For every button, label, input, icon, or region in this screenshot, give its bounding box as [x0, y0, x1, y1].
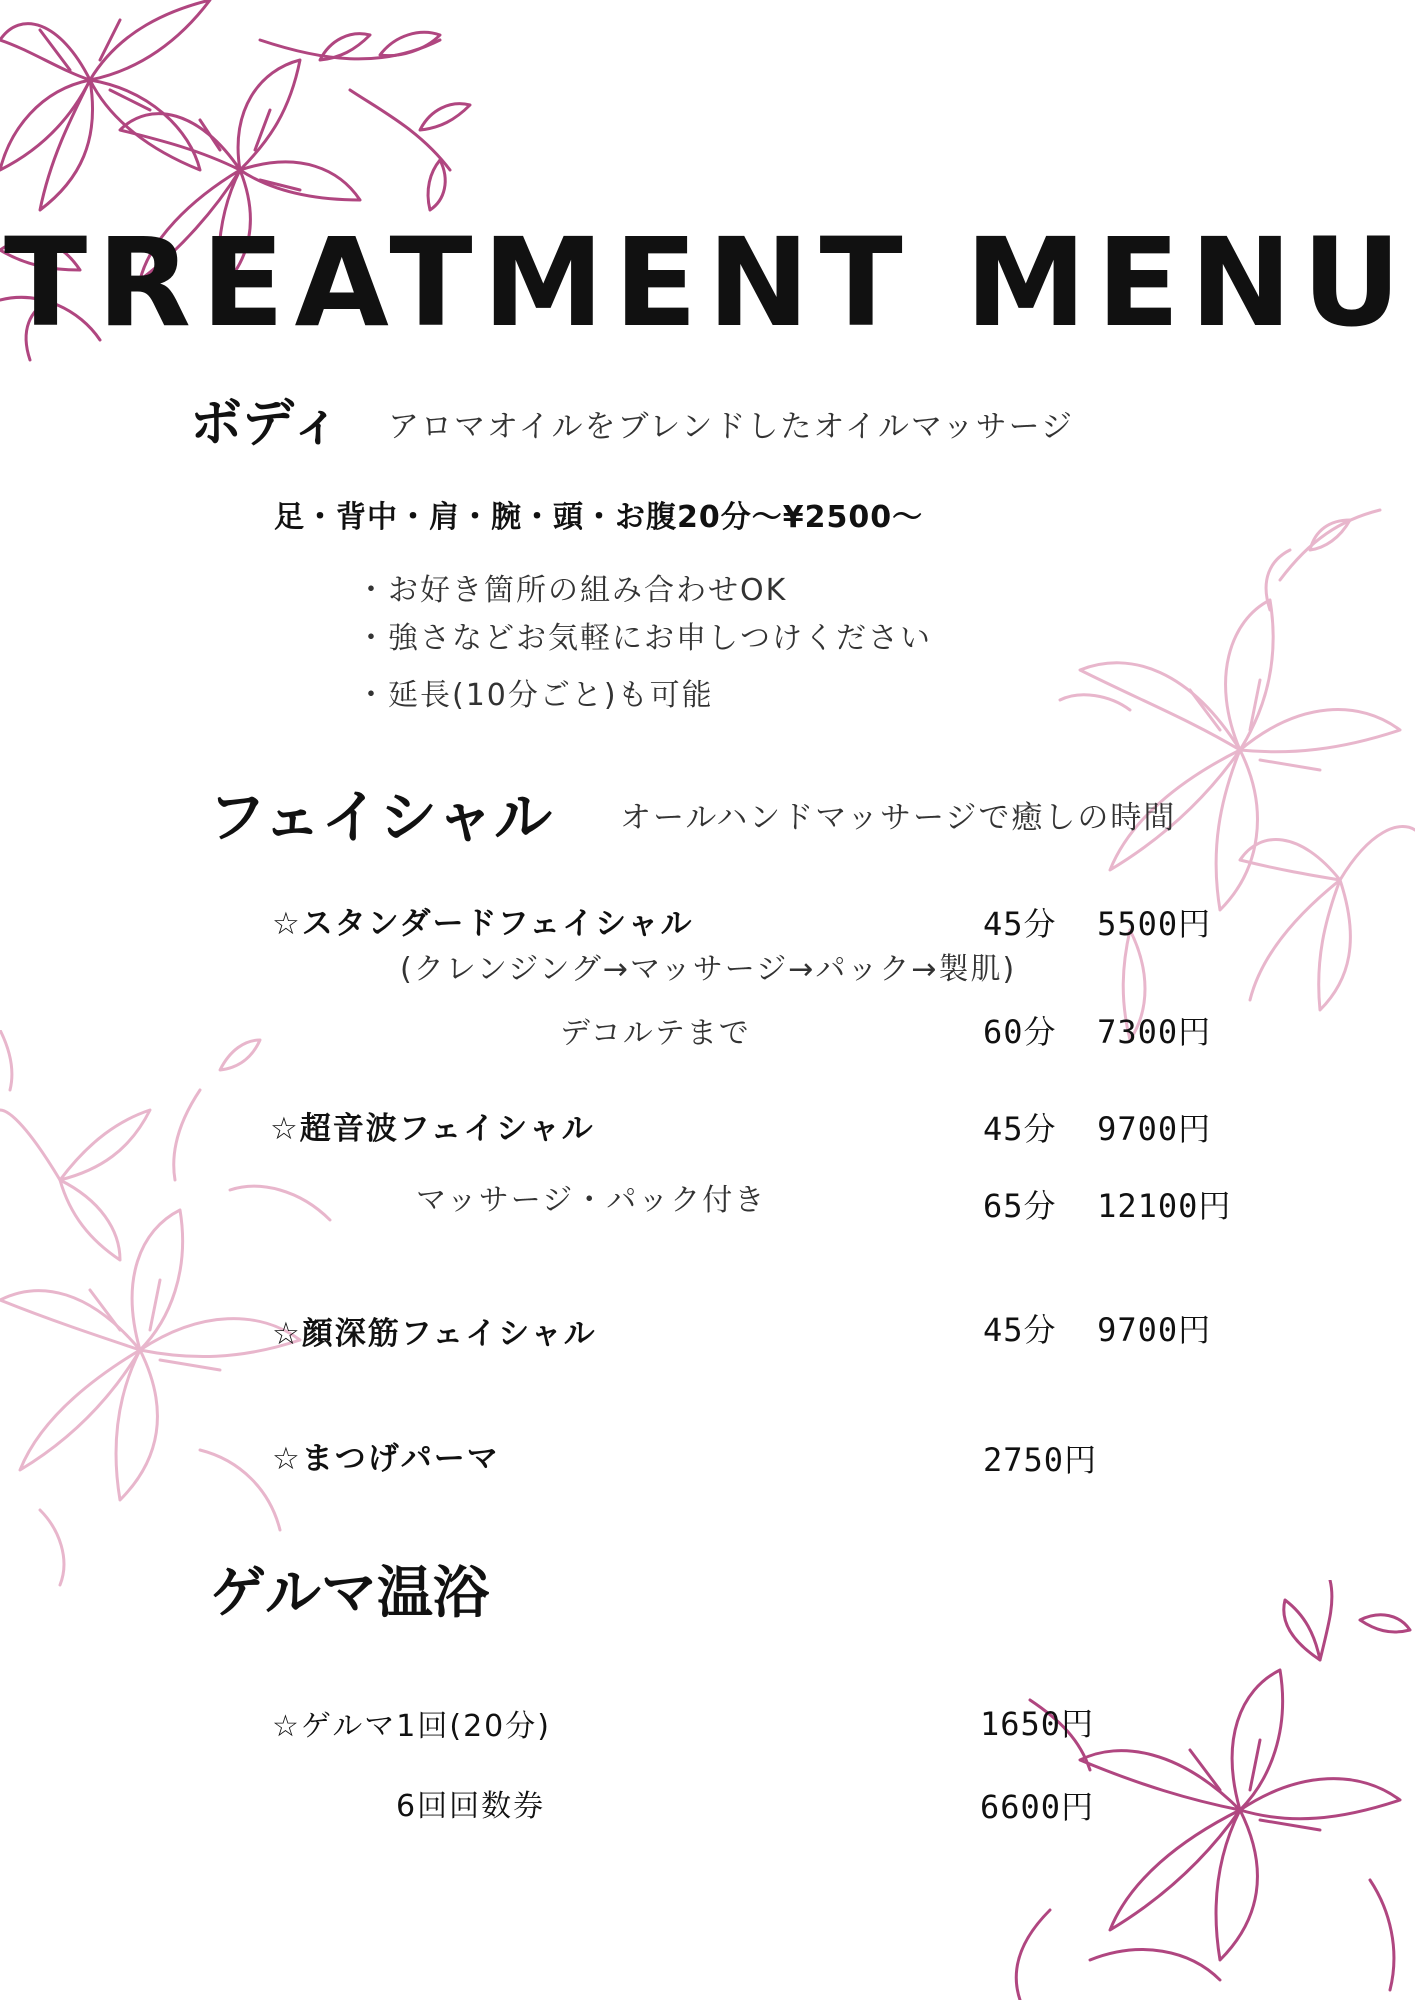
body-section-title: ボディ [190, 394, 342, 454]
menu-item-name: 6回回数券 [396, 1789, 546, 1824]
price: 5500円 [1097, 905, 1212, 943]
duration: 45分 [983, 1311, 1057, 1349]
duration: 45分 [983, 905, 1057, 943]
menu-item-name: ☆ゲルマ1回(20分) [272, 1709, 551, 1744]
duration: 60分 [983, 1013, 1057, 1051]
body-price-line: 足・背中・肩・腕・頭・お腹20分〜¥2500〜 [274, 500, 924, 535]
menu-item-name: ☆超音波フェイシャル [270, 1111, 595, 1147]
body-section-description: アロマオイルをブレンドしたオイルマッサージ [388, 409, 1075, 445]
price: 12100円 [1097, 1187, 1232, 1225]
menu-item-name: デコルテまで [560, 1016, 751, 1051]
price: 2750円 [983, 1441, 1098, 1479]
duration: 45分 [983, 1110, 1057, 1148]
menu-item-price-row [983, 905, 1212, 943]
body-note: ・お好き箇所の組み合わせOK [356, 573, 788, 608]
menu-item-price-row [983, 1110, 1212, 1148]
price: 6600円 [980, 1788, 1095, 1826]
facial-section-title: フェイシャル [208, 783, 552, 851]
menu-item-name: ☆顔深筋フェイシャル [272, 1316, 597, 1352]
menu-item-name: ☆まつげパーマ [272, 1441, 500, 1477]
menu-item-price-row [983, 1013, 1212, 1051]
duration: 65分 [983, 1187, 1057, 1225]
facial-section-description: オールハンドマッサージで癒しの時間 [620, 800, 1177, 836]
menu-item-name: ☆スタンダードフェイシャル [272, 906, 694, 942]
menu-item-name: マッサージ・パック付き [416, 1183, 767, 1218]
price: 9700円 [1097, 1110, 1212, 1148]
menu-item-steps: (クレンジング→マッサージ→パック→製肌) [400, 952, 1017, 987]
body-note: ・延長(10分ごと)も可能 [356, 678, 714, 713]
page-title: TREATMENT MENU [3, 212, 1412, 354]
menu-item-price-row [983, 1311, 1212, 1349]
body-note: ・強さなどお気軽にお申しつけください [356, 621, 932, 656]
price: 9700円 [1097, 1311, 1212, 1349]
germa-section-title: ゲルマ温浴 [210, 1561, 489, 1626]
price: 7300円 [1097, 1013, 1212, 1051]
price: 1650円 [980, 1705, 1095, 1743]
menu-item-price-row [983, 1187, 1232, 1225]
